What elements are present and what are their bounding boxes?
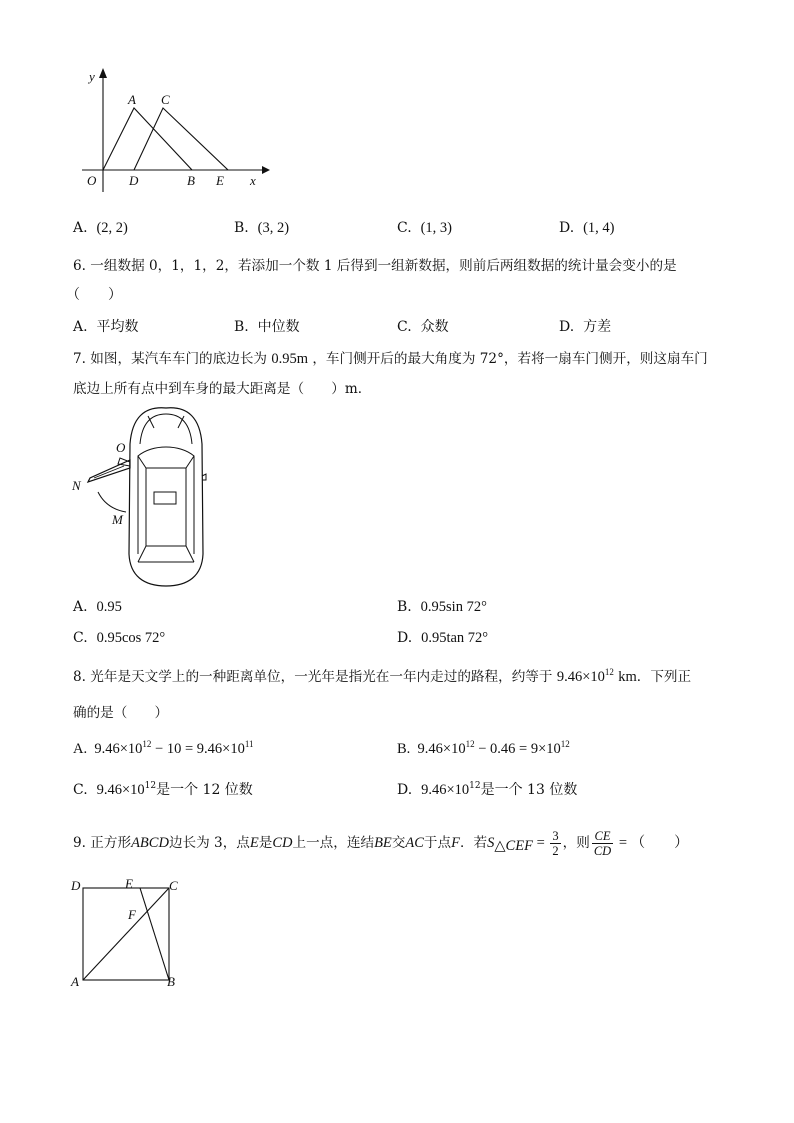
label-y: y	[89, 69, 95, 84]
q7-option-letter: C.	[73, 630, 88, 646]
label-M: M	[112, 512, 123, 527]
label-N: N	[72, 478, 81, 493]
q7-option-value: 0.95sin 72°	[420, 599, 487, 615]
q9-cd: CD	[272, 835, 293, 851]
q9-ratio-den: CD	[593, 844, 612, 858]
q8-exp: 12	[604, 667, 614, 677]
q5-option-value: (2, 2)	[96, 220, 128, 236]
label-O: O	[116, 440, 126, 455]
label-F: F	[128, 907, 136, 922]
q8-b-base: 9.46×10	[417, 741, 466, 757]
q8-a-base: 9.46×10	[94, 741, 143, 757]
q5-option-letter: B.	[234, 220, 249, 236]
label-D: D	[71, 878, 81, 893]
q9-area-s: S	[487, 835, 495, 851]
q8-option-d	[397, 781, 577, 799]
q7-stem-line2: 底边上所有点中到车身的最大距离是（ ）m．	[73, 381, 372, 397]
car-body-outline	[129, 408, 203, 586]
q5-option-value: (1, 4)	[583, 220, 615, 236]
q5-coordinate-figure	[70, 64, 270, 194]
car-open-door	[88, 460, 130, 482]
q8-option-letter: C.	[73, 782, 88, 798]
label-O: O	[87, 173, 97, 188]
q8-stem-b: ．下列正	[636, 669, 692, 685]
q8-stem-line2: 确的是（ ）	[73, 705, 169, 721]
car-roof	[146, 468, 186, 546]
diagonal-AC	[83, 888, 169, 980]
q8-option-letter: A.	[73, 741, 88, 757]
q6-stem-line1: 6. 一组数据 0，1，1，2，若添加一个数 1 后得到一组新数据，则前后两组数据的统计量会变小的是	[73, 258, 677, 274]
q9-ac: AC	[405, 835, 424, 851]
q7-option-b	[397, 598, 487, 616]
q9-stem	[73, 828, 689, 858]
q9-ratio	[592, 829, 613, 858]
q8-d-text: 是一个 13 位数	[480, 782, 578, 798]
q7-option-c	[73, 629, 165, 647]
q8-option-letter: D.	[397, 782, 413, 798]
q9-t1: 边长为 3，点	[168, 835, 250, 851]
x-axis-arrow-icon	[262, 166, 270, 174]
q5-option-letter: D.	[559, 220, 575, 236]
q5-option-b	[234, 219, 289, 237]
q9-fraction	[550, 829, 560, 858]
q5-option-letter: C.	[397, 220, 412, 236]
segment-BE	[140, 888, 169, 980]
q5-option-value: (3, 2)	[257, 220, 290, 236]
q9-abcd: ABCD	[131, 835, 169, 851]
q6-option-value: 平均数	[96, 319, 139, 335]
q7-option-letter: A.	[73, 599, 88, 615]
q8-b-exp: 12	[465, 739, 475, 749]
label-A: A	[128, 92, 136, 107]
q6-option-letter: A.	[73, 319, 88, 335]
q9-frac-den: 2	[552, 844, 559, 858]
q8-a-exp2: 11	[244, 739, 254, 749]
q5-option-d	[559, 219, 615, 237]
q7-option-d	[397, 629, 488, 647]
q6-option-c	[397, 318, 449, 336]
q5-option-a	[73, 219, 128, 237]
q7-option-letter: B.	[397, 599, 412, 615]
door-swing-arc	[98, 492, 126, 512]
q8-unit: km	[618, 669, 637, 685]
q9-area-sub: △CEF	[494, 838, 533, 854]
q6-option-b	[234, 318, 300, 336]
q7-stem-a: 7. 如图，某汽车车门的底边长为	[73, 351, 268, 367]
q9-num: 9. 正方形	[73, 835, 132, 851]
label-B: B	[187, 173, 195, 188]
q5-option-letter: A.	[73, 220, 88, 236]
q9-t2: 是	[258, 835, 273, 851]
q7-stem-b: ，车门侧开后的最大角度为 72°，若将一扇车门侧开，则这扇车门	[312, 351, 708, 367]
label-E: E	[216, 173, 224, 188]
q8-b-exp2: 12	[560, 739, 570, 749]
q7-stem-line1	[73, 350, 708, 368]
q8-option-a	[73, 740, 254, 758]
q6-option-value: 中位数	[257, 319, 300, 335]
y-axis-arrow-icon	[99, 68, 107, 78]
q8-stem-line1	[73, 668, 691, 686]
q9-square-figure	[66, 876, 190, 992]
q7-option-a	[73, 598, 122, 616]
q9-ratio-num: CE	[592, 829, 613, 844]
q8-d-base: 9.46×10	[421, 782, 470, 798]
car-rear-window	[138, 546, 194, 562]
q7-option-value: 0.95	[96, 599, 122, 615]
q8-c-base: 9.46×10	[96, 782, 145, 798]
q8-d-exp: 12	[469, 781, 481, 791]
label-D: D	[129, 173, 139, 188]
q6-option-letter: D.	[559, 319, 575, 335]
triangle-DCE	[134, 108, 228, 170]
q9-t8: = （ ）	[615, 835, 689, 851]
q9-t6: ．若	[459, 835, 488, 851]
q7-car-figure	[68, 404, 218, 590]
q8-b-mid: − 0.46 = 9×10	[474, 741, 561, 757]
q7-option-value: 0.95cos 72°	[96, 630, 166, 646]
car-hood-line	[148, 416, 184, 428]
triangle-OAB	[103, 108, 192, 170]
q6-option-d	[559, 318, 611, 336]
q6-option-a	[73, 318, 138, 336]
q6-option-value: 众数	[420, 319, 449, 335]
label-C: C	[161, 92, 170, 107]
q5-option-c	[397, 219, 452, 237]
car-sunroof	[154, 492, 176, 504]
q8-option-c	[73, 781, 253, 799]
car-hood	[140, 414, 192, 444]
q8-c-text: 是一个 12 位数	[156, 782, 253, 798]
q9-f: F	[451, 835, 460, 851]
q9-e: E	[249, 835, 259, 851]
q7-length: 0.95m	[271, 351, 308, 367]
q8-stem-a: 8. 光年是天文学上的一种距离单位，一光年是指光在一年内走过的路程，约等于	[73, 669, 553, 685]
q8-a-exp: 12	[142, 739, 152, 749]
q9-t7: ，则	[562, 835, 590, 851]
q9-t3: 上一点，连结	[292, 835, 375, 851]
q8-option-b	[397, 740, 570, 758]
q5-option-value: (1, 3)	[420, 220, 452, 236]
q6-option-value: 方差	[583, 319, 612, 335]
q9-t4: 交	[391, 835, 406, 851]
q9-t5: 于点	[423, 835, 452, 851]
label-E: E	[125, 876, 133, 891]
q6-option-letter: C.	[397, 319, 412, 335]
q8-option-letter: B.	[397, 741, 411, 757]
q7-option-letter: D.	[397, 630, 413, 646]
q6-stem-line2: （ ）	[66, 287, 122, 303]
q9-eq: =	[532, 835, 549, 851]
q8-a-mid: − 10 = 9.46×10	[151, 741, 245, 757]
label-B: B	[167, 974, 175, 989]
q9-frac-num: 3	[552, 829, 559, 843]
q7-option-value: 0.95tan 72°	[421, 630, 489, 646]
car-windshield	[138, 447, 194, 468]
q6-option-letter: B.	[234, 319, 249, 335]
label-x: x	[250, 173, 256, 188]
q8-value	[557, 669, 614, 685]
q8-base: 9.46×10	[556, 669, 605, 685]
q8-c-exp: 12	[144, 781, 157, 791]
q9-be: BE	[374, 835, 392, 851]
label-C: C	[169, 878, 178, 893]
label-A: A	[71, 974, 79, 989]
